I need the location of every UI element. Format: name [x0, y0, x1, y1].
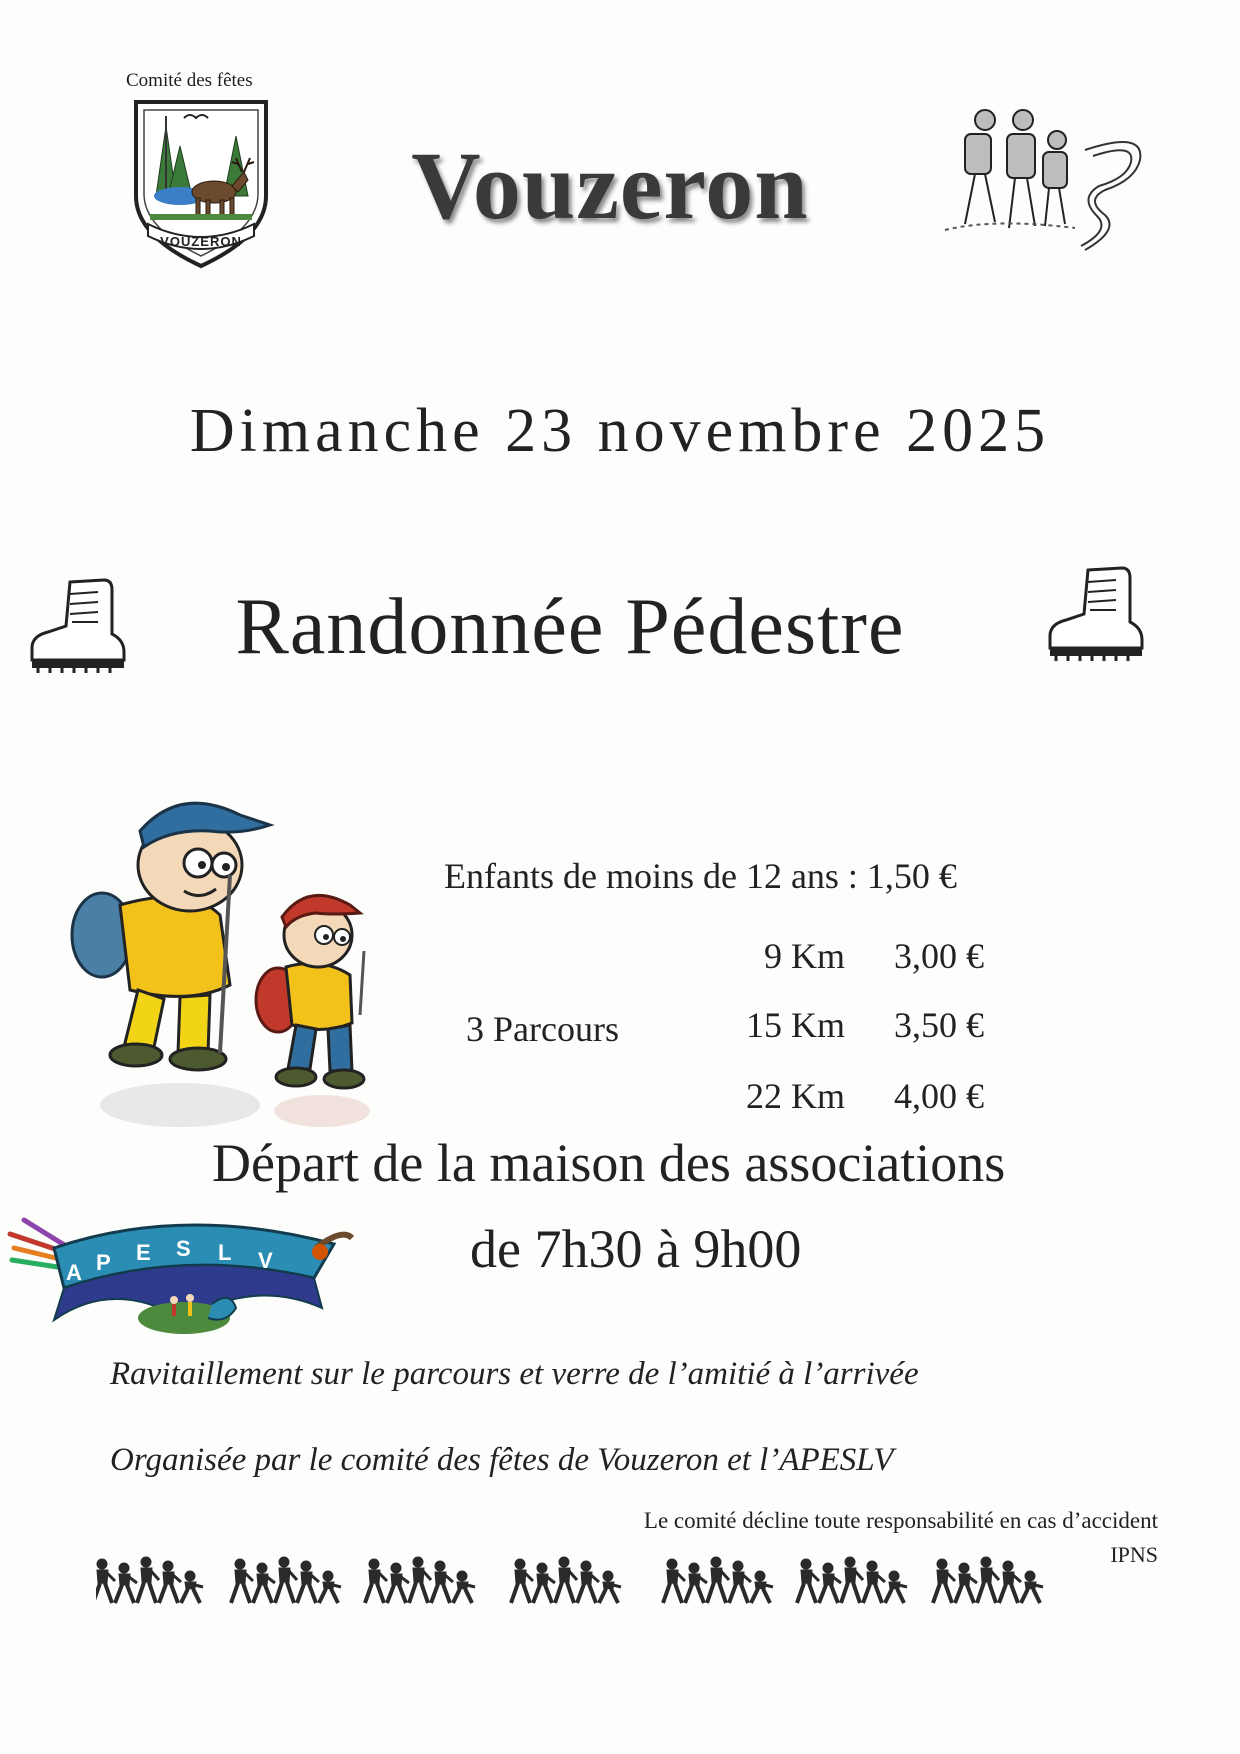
children-price: Enfants de moins de 12 ans : 1,50 €: [444, 856, 957, 896]
walker-silhouette-icon: [819, 1563, 841, 1603]
walker-silhouette-icon: [707, 1557, 729, 1603]
departure-place: Départ de la maison des associations: [212, 1133, 1006, 1193]
walker-silhouette-icon: [685, 1563, 707, 1603]
walker-silhouette-icon: [999, 1561, 1021, 1603]
committee-label: Comité des fêtes: [126, 70, 253, 91]
walker-silhouette-icon: [159, 1561, 181, 1603]
walker-silhouette-icon: [431, 1561, 453, 1603]
walker-silhouette-icon: [729, 1561, 751, 1603]
walker-silhouette-icon: [365, 1559, 387, 1603]
walker-silhouette-icon: [555, 1557, 577, 1603]
crest-text: VOUZERON: [160, 234, 242, 249]
walker-silhouette-icon: [137, 1557, 159, 1603]
route-distance: 22 Km: [746, 1076, 845, 1116]
walker-silhouette-icon: [977, 1557, 999, 1603]
walker-silhouette-icon: [319, 1571, 341, 1603]
organizers-note: Organisée par le comité des fêtes de Vouzeron et l’APESLV: [110, 1442, 894, 1478]
walker-silhouette-icon: [511, 1559, 533, 1603]
hikers-icon: [935, 100, 1150, 260]
event-date: Dimanche 23 novembre 2025: [189, 397, 1051, 465]
walker-silhouette-icon: [663, 1559, 685, 1603]
walker-silhouette-icon: [231, 1559, 253, 1603]
route-price: 3,00 €: [894, 936, 984, 976]
walker-silhouette-icon: [863, 1561, 885, 1603]
walker-silhouette-icon: [96, 1559, 115, 1603]
svg-text:V: V: [258, 1248, 273, 1273]
walker-silhouette-icon: [577, 1561, 599, 1603]
walker-silhouette-icon: [409, 1557, 431, 1603]
svg-text:S: S: [176, 1236, 191, 1261]
walker-silhouette-icon: [933, 1559, 955, 1603]
liability-disclaimer: Le comité décline toute responsabilité en cas d’accident: [643, 1508, 1158, 1533]
walker-silhouette-icon: [275, 1557, 297, 1603]
walker-silhouette-icon: [797, 1559, 819, 1603]
route-distance: 9 Km: [764, 936, 845, 976]
route-price: 3,50 €: [894, 1005, 984, 1045]
walker-silhouette-icon: [1021, 1571, 1043, 1603]
boot-icon: [1044, 562, 1148, 662]
routes-label: 3 Parcours: [466, 1009, 619, 1049]
route-distance: 15 Km: [746, 1005, 845, 1045]
boot-icon: [26, 574, 130, 674]
walker-silhouette-icon: [599, 1571, 621, 1603]
walker-silhouette-icon: [453, 1571, 475, 1603]
walker-silhouette-icon: [115, 1563, 137, 1603]
ipns-mention: IPNS: [1110, 1542, 1158, 1567]
svg-text:P: P: [96, 1250, 111, 1275]
event-title: Randonnée Pédestre: [235, 583, 905, 671]
walker-silhouette-icon: [181, 1571, 203, 1603]
cartoon-hikers-illustration: [60, 785, 400, 1145]
crest-icon: [128, 96, 274, 270]
route-price: 4,00 €: [894, 1076, 984, 1116]
svg-text:L: L: [218, 1240, 232, 1265]
walker-silhouette-icon: [841, 1557, 863, 1603]
svg-text:E: E: [136, 1240, 151, 1265]
apeslv-logo: [4, 1208, 356, 1338]
supplies-note: Ravitaillement sur le parcours et verre de l’amitié à l’arrivée: [110, 1356, 919, 1392]
departure-hours: de 7h30 à 9h00: [470, 1219, 802, 1279]
town-title: Vouzeron: [411, 132, 809, 239]
walker-silhouette-icon: [955, 1563, 977, 1603]
walker-silhouette-icon: [751, 1571, 773, 1603]
walker-silhouette-icon: [533, 1563, 555, 1603]
walker-silhouettes-row: [96, 1545, 1126, 1605]
walker-silhouette-icon: [387, 1563, 409, 1603]
walker-silhouette-icon: [885, 1571, 907, 1603]
walker-silhouette-icon: [253, 1563, 275, 1603]
walker-silhouette-icon: [297, 1561, 319, 1603]
svg-text:A: A: [66, 1260, 82, 1285]
